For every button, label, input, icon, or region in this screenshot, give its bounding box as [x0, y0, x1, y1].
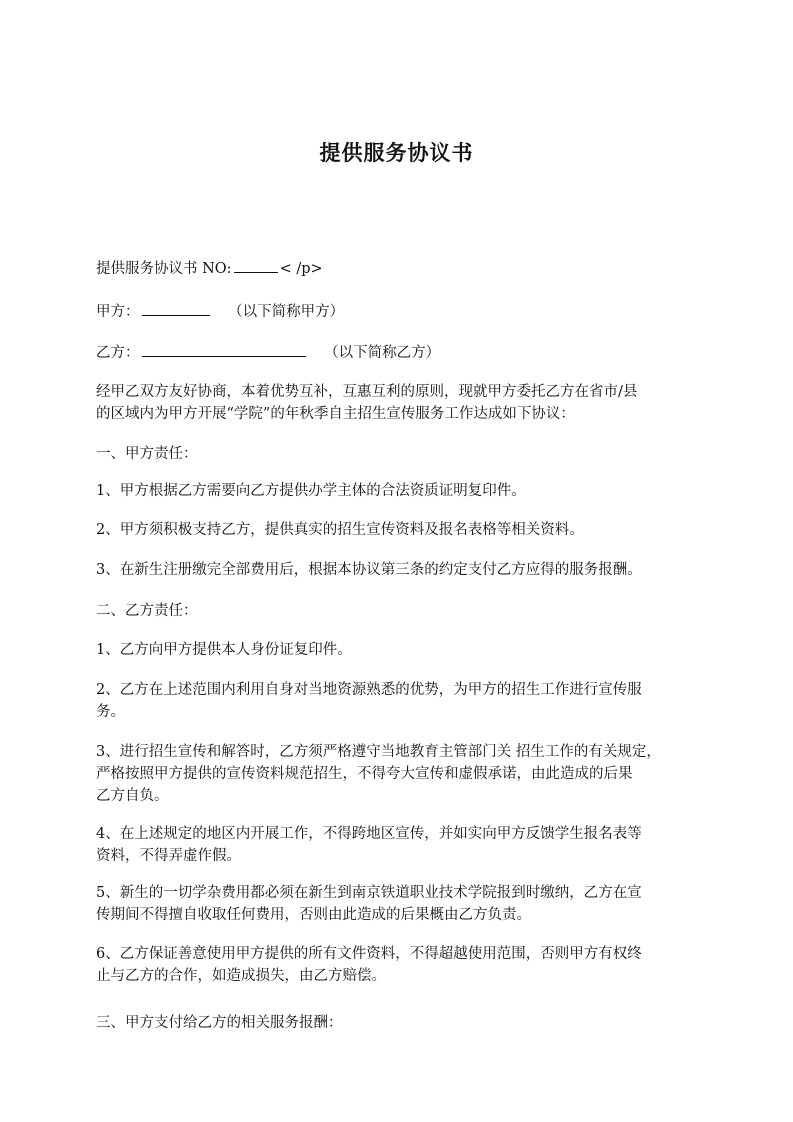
section-2-item-line: 3、进行招生宣传和解答时，乙方须严格遵守当地教育主管部门关 招生工作的有关规定， — [96, 744, 661, 760]
section-2-item-line: 2、乙方在上述范围内利用自身对当地资源熟悉的优势，为甲方的招生工作进行宣传服 — [96, 682, 642, 698]
party-b-note: （以下简称乙方） — [324, 345, 441, 361]
section-2-item-line: 止与乙方的合作，如造成损失，由乙方赔偿。 — [96, 968, 386, 984]
section-2-item-line: 1、乙方向甲方提供本人身份证复印件。 — [96, 642, 352, 658]
agreement-number-blank — [234, 258, 278, 273]
section-1-item: 3、在新生注册缴完全部费用后，根据本协议第三条的约定支付乙方应得的服务报酬。 — [96, 562, 642, 578]
document-title: 提供服务协议书 — [319, 141, 474, 165]
party-a-label: 甲方： — [96, 304, 140, 320]
party-a-note: （以下简称甲方） — [228, 304, 345, 320]
agreement-number-suffix: < /p> — [279, 261, 323, 277]
intro-line: 的区域内为甲方开展“学院”的年秋季自主招生宣传服务工作达成如下协议： — [96, 406, 575, 422]
section-2-item-line: 务。 — [96, 704, 125, 720]
party-a-blank — [142, 301, 210, 316]
party-a-line — [96, 301, 706, 323]
party-b-blank — [142, 342, 306, 357]
agreement-number-label: 提供服务协议书 NO: — [96, 261, 232, 277]
section-2-item-line: 6、乙方保证善意使用甲方提供的所有文件资料，不得超越使用范围，否则甲方有权终 — [96, 946, 642, 962]
section-2-item — [96, 741, 706, 807]
section-2-item-line: 5、新生的一切学杂费用都必须在新生到南京铁道职业技术学院报到时缴纳，乙方在宣 — [96, 885, 642, 901]
section-1-item: 1、甲方根据乙方需要向乙方提供办学主体的合法资质证明复印件。 — [96, 483, 526, 499]
section-2-item-line: 4、在上述规定的地区内开展工作，不得跨地区宣传，并如实向甲方反馈学生报名表等 — [96, 826, 642, 842]
section-2-heading: 二、乙方责任： — [96, 603, 198, 619]
section-2-item-line: 资料，不得弄虚作假。 — [96, 848, 241, 864]
section-2-item — [96, 882, 706, 926]
section-1-heading: 一、甲方责任： — [96, 446, 198, 462]
intro-line: 经甲乙双方友好协商，本着优势互补，互惠互利的原则，现就甲方委托乙方在省市/县 — [96, 384, 638, 400]
section-3-heading: 三、甲方支付给乙方的相关服务报酬： — [96, 1015, 343, 1031]
section-2-item — [96, 639, 706, 661]
party-b-label: 乙方： — [96, 345, 140, 361]
agreement-number-line — [96, 258, 706, 280]
section-2-item-line: 乙方自负。 — [96, 788, 169, 804]
section-2-item — [96, 943, 706, 987]
section-1-item: 2、甲方须积极支持乙方，提供真实的招生宣传资料及报名表格等相关资料。 — [96, 522, 584, 538]
section-2-item-line: 严格按照甲方提供的宣传资料规范招生，不得夸大宣传和虚假承诺，由此造成的后果 — [96, 766, 633, 782]
section-2-item — [96, 823, 706, 867]
section-2-item — [96, 679, 706, 723]
section-2-item-line: 传期间不得擅自收取任何费用，否则由此造成的后果概由乙方负责。 — [96, 907, 531, 923]
intro-paragraph — [96, 381, 706, 425]
party-b-line — [96, 342, 706, 364]
